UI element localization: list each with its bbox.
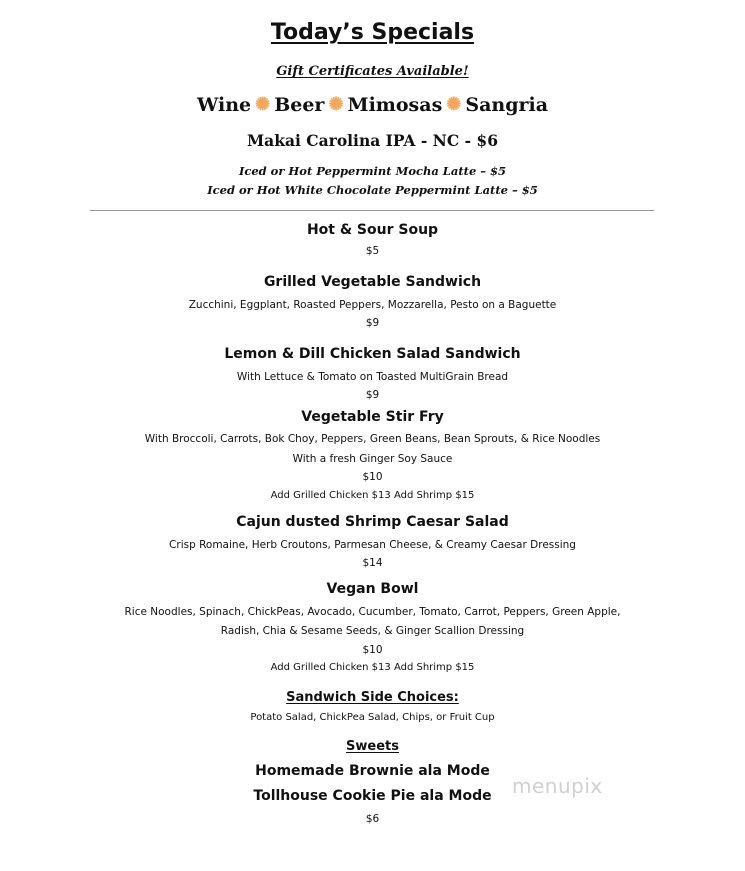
sparkle-icon: ✺ (446, 94, 462, 115)
gift-certificates-note: Gift Certificates Available! (276, 64, 469, 79)
menupix-watermark: menupix (512, 774, 603, 798)
menu-item-addon: Add Grilled Chicken $13 Add Shrimp $15 (270, 490, 475, 501)
menu-item-price: $9 (365, 317, 380, 329)
drinks-line (0, 94, 745, 116)
sweet-item: Homemade Brownie ala Mode (255, 763, 490, 779)
drink-wine: Wine (196, 94, 252, 116)
menu-item-price: $10 (362, 644, 383, 656)
menu-item-description: With a fresh Ginger Soy Sauce (292, 453, 453, 465)
sparkle-icon: ✺ (255, 94, 271, 115)
menu-item-price: $10 (362, 471, 383, 483)
menu-item-name: Hot & Sour Soup (306, 222, 439, 238)
sides-list: Potato Salad, ChickPea Salad, Chips, or Fruit Cup (250, 712, 495, 723)
menu-item-description: Zucchini, Eggplant, Roasted Peppers, Mozzarella, Pesto on a Baguette (188, 299, 557, 311)
page-title: Today’s Specials (270, 20, 475, 45)
menu-item-name: Cajun dusted Shrimp Caesar Salad (236, 514, 509, 530)
drink-sangria: Sangria (465, 94, 549, 116)
menu-item-description: Radish, Chia & Sesame Seeds, & Ginger Scallion Dressing (220, 625, 525, 637)
menu-item-price: $9 (365, 389, 380, 401)
latte-special-2: Iced or Hot White Chocolate Peppermint Latte – $5 (207, 183, 538, 197)
menu-item-description: With Broccoli, Carrots, Bok Choy, Peppers, Green Beans, Bean Sprouts, & Rice Noodles (144, 433, 601, 445)
menu-item-price: $14 (362, 557, 383, 569)
latte-special-1: Iced or Hot Peppermint Mocha Latte – $5 (238, 164, 507, 178)
menu-item-description: With Lettuce & Tomato on Toasted MultiGrain Bread (236, 371, 509, 383)
ipa-special: Makai Carolina IPA - NC - $6 (247, 131, 498, 150)
sparkle-icon: ✺ (328, 94, 344, 115)
drink-mimosas: Mimosas (347, 94, 443, 116)
menu-item-name: Grilled Vegetable Sandwich (263, 274, 482, 290)
sweet-item: Tollhouse Cookie Pie ala Mode (253, 788, 492, 804)
sweets-price: $6 (365, 813, 380, 825)
menu-item-price: $5 (365, 245, 380, 257)
menu-item-addon: Add Grilled Chicken $13 Add Shrimp $15 (270, 662, 475, 673)
drink-beer: Beer (274, 94, 325, 116)
menu-item-name: Vegetable Stir Fry (301, 409, 444, 425)
menu-item-description: Crisp Romaine, Herb Croutons, Parmesan Cheese, & Creamy Caesar Dressing (169, 539, 576, 551)
menu-item-name: Vegan Bowl (326, 581, 419, 597)
divider (90, 210, 654, 211)
menu-item-description: Rice Noodles, Spinach, ChickPeas, Avocado, Cucumber, Tomato, Carrot, Peppers, Green Apple, (124, 606, 621, 618)
sweets-title: Sweets (346, 739, 399, 754)
menu-item-name: Lemon & Dill Chicken Salad Sandwich (224, 346, 521, 362)
sides-title: Sandwich Side Choices: (286, 690, 459, 705)
